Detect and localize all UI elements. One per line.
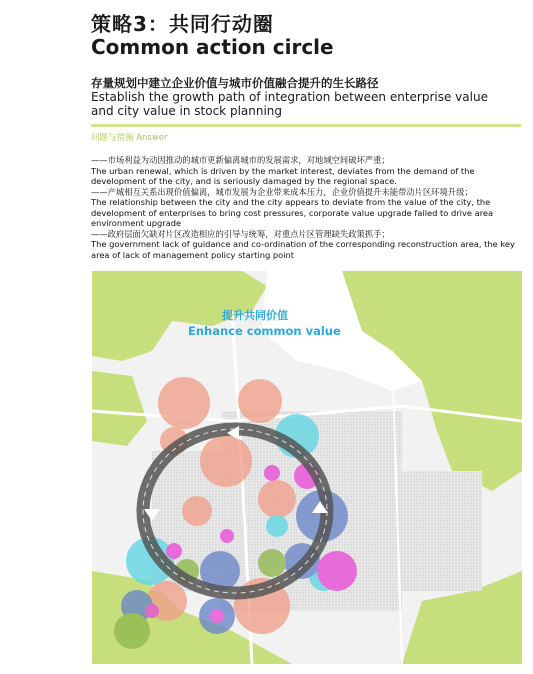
bubble-magenta bbox=[264, 465, 280, 481]
bubble-magenta bbox=[210, 609, 224, 623]
bubble-magenta bbox=[220, 529, 234, 543]
bubble-magenta bbox=[317, 551, 357, 591]
map-diagram bbox=[92, 271, 522, 664]
body-line-en-3: The government lack of guidance and co-ordination of the corresponding reconstruction area, the key area of lack of management policy starting point bbox=[91, 239, 515, 260]
bubble-salmon bbox=[238, 379, 282, 423]
bubble-magenta bbox=[166, 543, 182, 559]
bubble-green bbox=[258, 549, 286, 577]
bubble-cyan bbox=[266, 515, 288, 537]
urban-hatch-east bbox=[392, 471, 482, 591]
bubble-salmon bbox=[200, 435, 252, 487]
bubble-green bbox=[114, 613, 150, 649]
bubble-salmon bbox=[258, 480, 296, 518]
body-line-en-1: The urban renewal, which is driven by the market interest, deviates from the demand of the development of the city, and is seriously damaged by the regional space. bbox=[91, 165, 475, 186]
diagram-label-cn: 提升共同价值 bbox=[222, 309, 288, 322]
bubble-magenta bbox=[145, 604, 159, 618]
bubble-salmon bbox=[158, 377, 210, 429]
body-line-en-2: The relationship between the city and the city appears to deviate from the value of the city, the development of enterprises to bring cost pressures, corporate value upgrade failed to drive area environment upgrade bbox=[91, 197, 494, 228]
page-title-en: Common action circle bbox=[91, 35, 334, 59]
page-title-cn: 策略3：共同行动圈 bbox=[91, 12, 274, 36]
body-line-cn-2: ——产城相互关系出现价值偏离，城市发展为企业带来成本压力，企业价值提升未能带动片区环境升级； bbox=[91, 186, 473, 197]
map-svg bbox=[92, 271, 522, 664]
subtitle-cn: 存量规划中建立企业价值与城市价值融合提升的生长路径 bbox=[91, 76, 379, 90]
body-line-cn-3: ——政府层面欠缺对片区改造相应的引导与统筹，对重点片区管理缺失政策抓手； bbox=[91, 228, 390, 239]
subtitle-en: Establish the growth path of integration between enterprise value and city value in stock planning bbox=[91, 90, 488, 118]
body-line-cn-1: ——市场利益为动因推动的城市更新偏离城市的发展需求，对地域空间破坏严重； bbox=[91, 155, 390, 165]
section-label: 问题与措施 Answer bbox=[91, 133, 168, 143]
bubble-salmon bbox=[182, 496, 212, 526]
green-divider bbox=[91, 124, 521, 127]
diagram-label-en: Enhance common value bbox=[188, 324, 341, 338]
body-text bbox=[91, 155, 516, 260]
